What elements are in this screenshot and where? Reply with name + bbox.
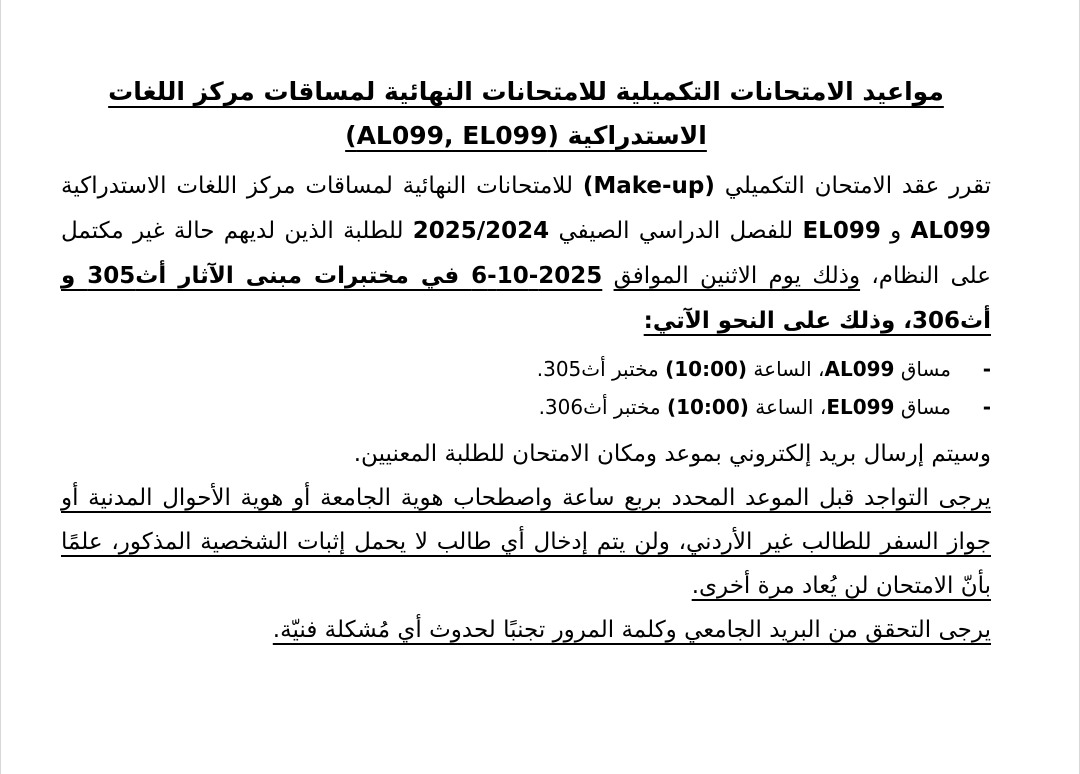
list-item-prefix: مساق [894,395,951,419]
exam-schedule-list [61,350,991,426]
list-item-lab: مختبر أث305. [536,357,666,381]
intro-text-4: للطلبة الذين لديهم حالة غير مكتمل على النظام، [61,218,991,289]
exam-day-text: وذلك يوم الاثنين الموافق [613,263,861,289]
list-item [61,388,991,426]
intro-text-3: للفصل الدراسي الصيفي [549,218,803,244]
intro-text-1: تقرر عقد الامتحان التكميلي [714,173,991,199]
list-item-lab: مختبر أث306. [538,395,667,419]
title-line-2: الاستدراكية (AL099, EL099) [345,121,707,150]
intro-and: و [880,218,911,244]
attendance-instructions: يرجى التواجد قبل الموعد المحدد بربع ساعة واصطحاب هوية الجامعة أو هوية الأحوال المدنية أو جواز السفر للطالب غير الأردني، ولن يتم إدخال أي طالب لا يحمل إثبات الشخصية المذكور، علمًا بأنّ الامتحان لن يُعاد مرة أخرى. [61,485,991,599]
intro-paragraph [61,164,991,344]
list-item-time-label: ، الساعة [747,357,825,381]
list-item-time-label: ، الساعة [748,395,827,419]
list-item-course: EL099 [826,395,895,419]
makeup-term: (Make-up) [582,173,715,199]
list-dash: - [982,357,991,381]
course-code-el099: EL099 [802,218,881,244]
list-item [61,350,991,388]
course-code-al099: AL099 [910,218,991,244]
exam-location-text: في مختبرات مبنى الآثار أث305 و أث306، وذلك على النحو الآتي: [61,263,991,334]
list-item-prefix: مساق [894,357,951,381]
intro-text-2: للامتحانات النهائية لمساقات مركز اللغات الاستدراكية [61,173,583,199]
list-item-time: (10:00) [666,395,749,419]
list-dash: - [982,395,991,419]
exam-date: 2025-10-6 [471,263,603,289]
title-line-1: مواعيد الامتحانات التكميلية للامتحانات النهائية لمساقات مركز اللغات [108,77,944,106]
document-title [61,70,991,158]
announcement-document [61,70,991,652]
email-notice: وسيتم إرسال بريد إلكتروني بموعد ومكان الامتحان للطلبة المعنيين. [353,441,991,467]
list-item-course: AL099 [824,357,895,381]
academic-year: 2025/2024 [412,218,550,244]
list-item-time: (10:00) [665,357,748,381]
email-check-notice: يرجى التحقق من البريد الجامعي وكلمة المرور تجنبًا لحدوث أي مُشكلة فنيّة. [272,617,991,643]
